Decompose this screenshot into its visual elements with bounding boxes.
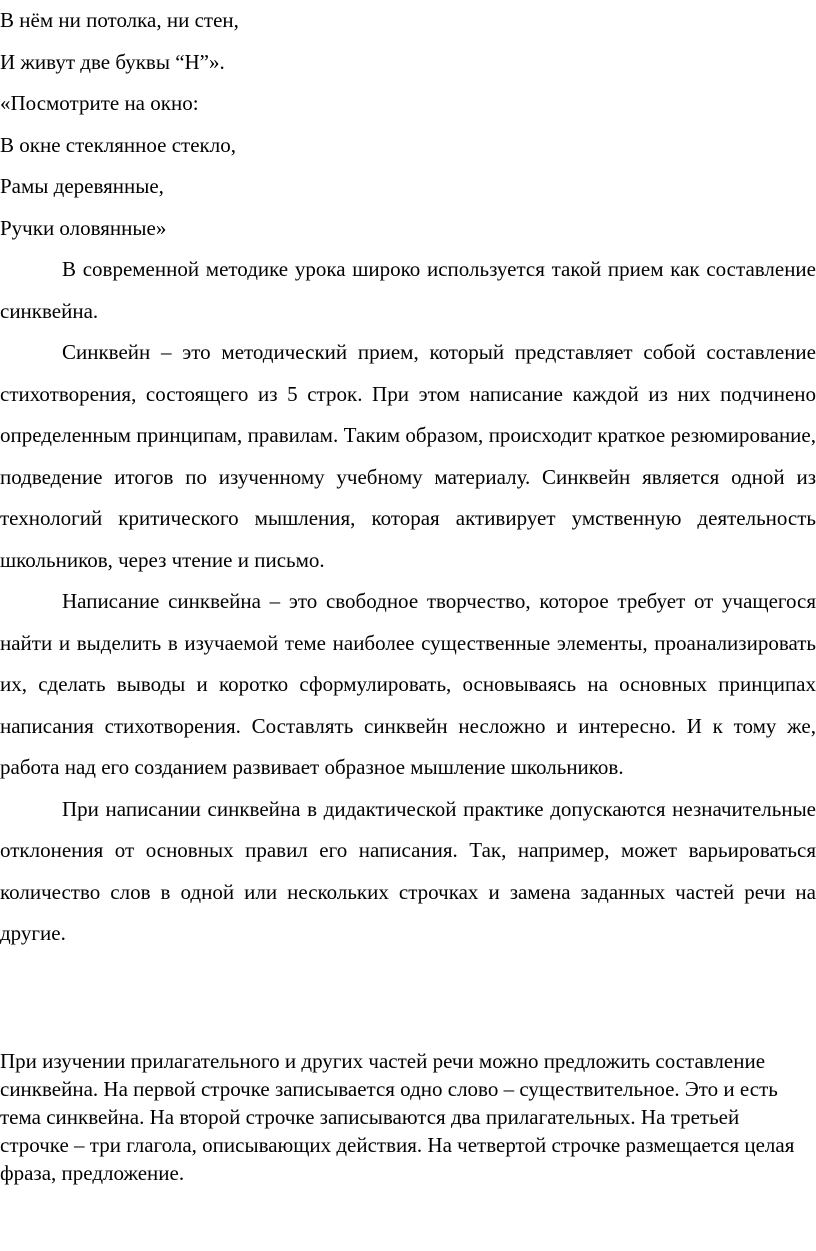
poem-line: Рамы деревянные, xyxy=(0,174,164,198)
poem-block xyxy=(0,0,816,249)
paragraph-cinquain-definition: Синквейн – это методический прием, который представляет собой составление стихотворения, состоящего из 5 строк. При этом написание каждой из них подчинено определенным принципам, правилам. Таким образом, происходит краткое резюмирование, подведение итогов по изученному учебному материалу. Синквейн является одной из технологий критического мышления, которая активирует умственную деятельность школьников, через чтение и письмо. xyxy=(0,340,816,572)
paragraph-methodology: В современной методике урока широко используется такой прием как составление синквейна. xyxy=(0,257,816,323)
poem-line: В нём ни потолка, ни стен, xyxy=(0,8,239,32)
body-text xyxy=(0,249,816,955)
paragraph-adjective-study: При изучении прилагательного и других частей речи можно предложить составление синквейна. На первой строчке записывается одно слово – существительное. Это и есть тема синквейна. На второй строчке записываются два прилагательных. На третьей строчке – три глагола, описывающих действия. На четвертой строчке размещается целая фраза, предложение. xyxy=(0,1049,795,1185)
paragraph-cinquain-writing: Написание синквейна – это свободное творчество, которое требует от учащегося найти и выделить в изучаемой теме наиболее существенные элементы, проанализировать их, сделать выводы и коротко сформулировать, основываясь на основных принципах написания стихотворения. Составлять синквейн несложно и интересно. И к тому же, работа над его созданием развивает образное мышление школьников. xyxy=(0,589,816,779)
poem-line: В окне стеклянное стекло, xyxy=(0,132,236,157)
paragraph-deviations: При написании синквейна в дидактической практике допускаются незначительные отклонения от основных правил его написания. Так, например, может варьироваться количество слов в одной или нескольких строчках и замена заданных частей речи на другие. xyxy=(0,796,816,945)
poem-line: И живут две буквы “Н”». xyxy=(0,49,225,74)
poem-line: «Посмотрите на окно: xyxy=(0,91,199,115)
poem-line: Ручки оловянные» xyxy=(0,215,167,240)
